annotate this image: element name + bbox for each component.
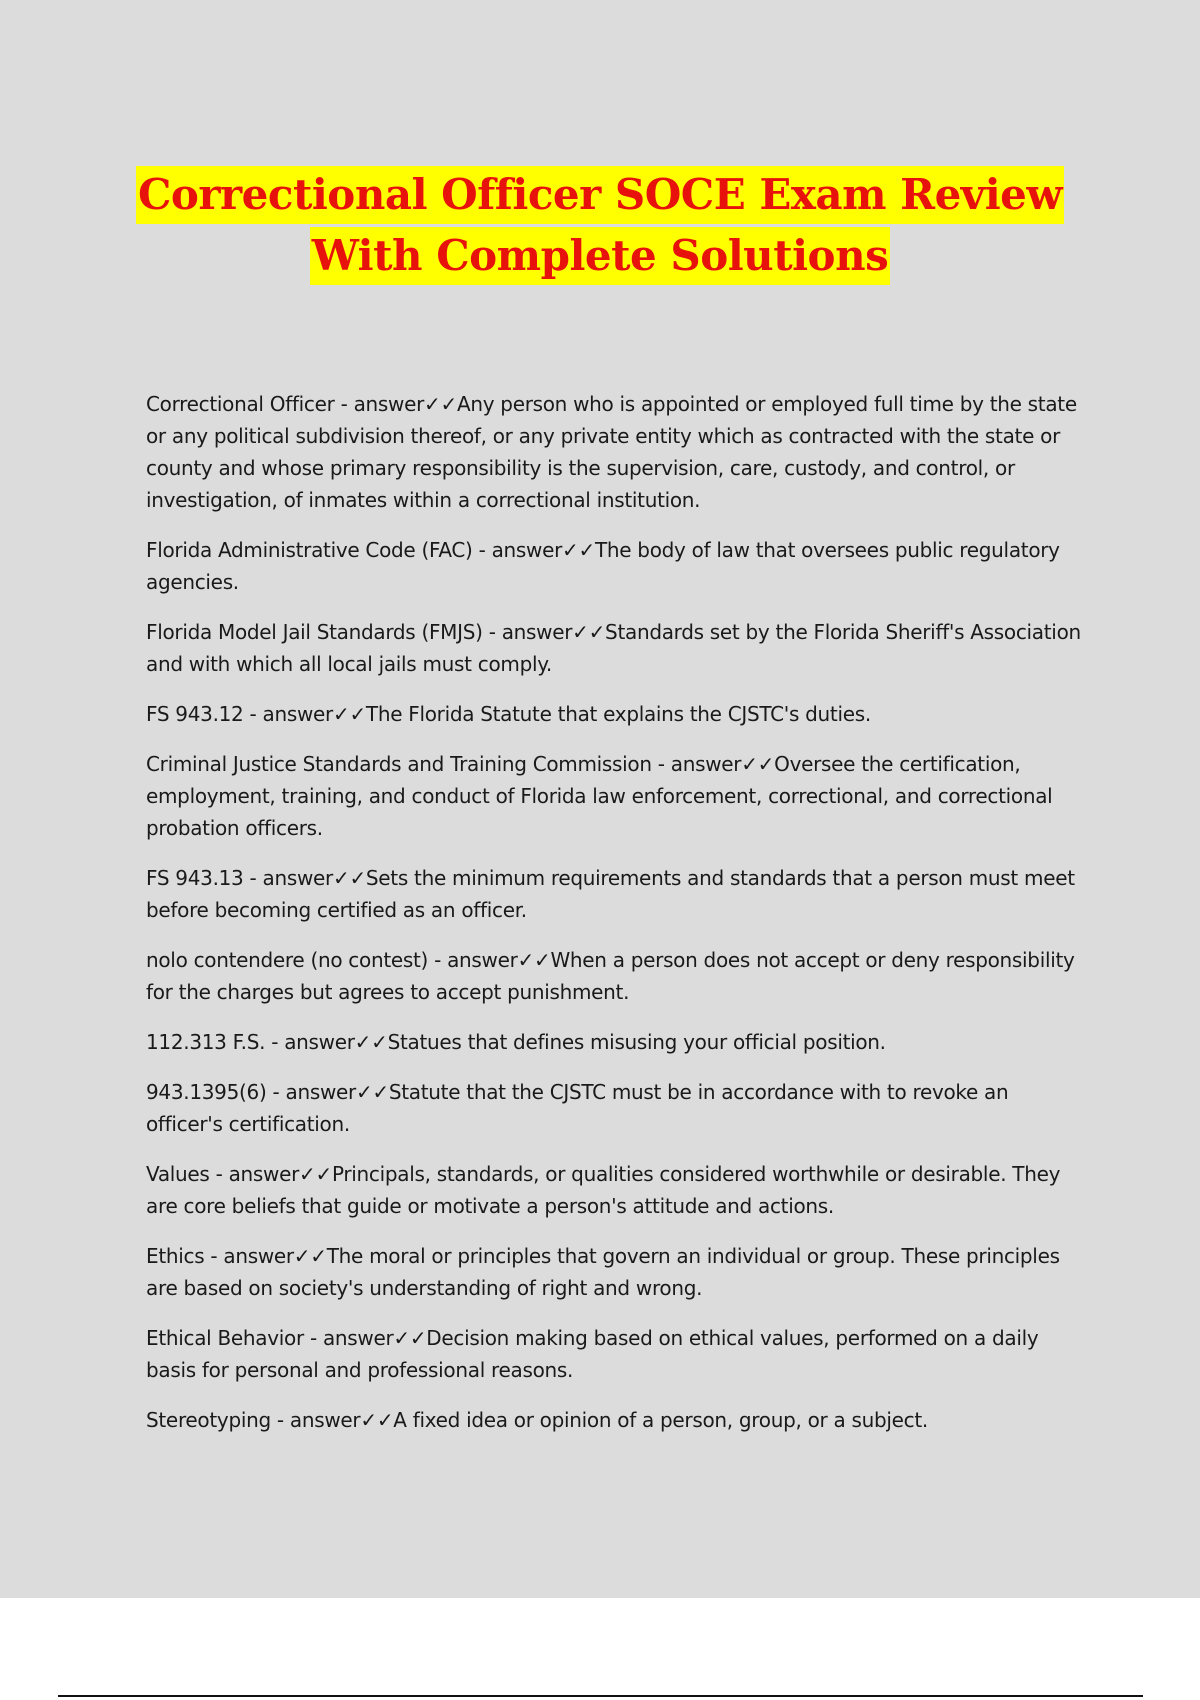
answer-marker: answer✓✓: [262, 866, 366, 890]
entry-answer: The Florida Statute that explains the CJSTC's duties.: [365, 702, 871, 726]
footer-divider: [58, 1695, 1143, 1697]
entry-separator: -: [204, 1244, 224, 1268]
qa-entry: [146, 1404, 1086, 1436]
qa-entry: [146, 1026, 1086, 1058]
entry-term: Correctional Officer: [146, 392, 335, 416]
entry-term: Florida Administrative Code (FAC): [146, 538, 473, 562]
title-line-2: With Complete Solutions: [310, 227, 891, 285]
entry-term: FS 943.13: [146, 866, 244, 890]
entry-separator: -: [270, 1408, 290, 1432]
entry-answer: Statute that the CJSTC must be in accordance with to revoke an officer's certification.: [146, 1080, 1009, 1136]
entry-answer: Principals, standards, or qualities considered worthwhile or desirable. They are core beliefs that guide or motivate a person's attitude and actions.: [146, 1162, 1061, 1218]
qa-entry: [146, 534, 1086, 598]
answer-marker: answer✓✓: [322, 1326, 427, 1350]
title-line-1: Correctional Officer SOCE Exam Review: [136, 166, 1064, 224]
qa-entry: [146, 1158, 1086, 1222]
qa-entries-list: [146, 388, 1086, 1454]
entry-term: Ethics: [146, 1244, 205, 1268]
entry-answer: Standards set by the Florida Sheriff's Association and with which all local jails must comply.: [146, 620, 1081, 676]
entry-separator: -: [243, 702, 263, 726]
entry-answer: The moral or principles that govern an individual or group. These principles are based on society's understanding of right and wrong.: [146, 1244, 1060, 1300]
entry-separator: -: [472, 538, 492, 562]
entry-answer: Decision making based on ethical values, performed on a daily basis for personal and professional reasons.: [146, 1326, 1039, 1382]
entry-answer: Oversee the certification, employment, training, and conduct of Florida law enforcement, correctional, and correctional probation officers.: [146, 752, 1053, 840]
entry-separator: -: [428, 948, 448, 972]
entry-term: Stereotyping: [146, 1408, 271, 1432]
answer-marker: answer✓✓: [501, 620, 606, 644]
qa-entry: [146, 1240, 1086, 1304]
entry-separator: -: [303, 1326, 323, 1350]
entry-separator: -: [209, 1162, 229, 1186]
entry-answer: The body of law that oversees public regulatory agencies.: [146, 538, 1060, 594]
entry-separator: -: [334, 392, 354, 416]
answer-marker: answer✓✓: [262, 702, 366, 726]
qa-entry: [146, 748, 1086, 844]
entry-term: FS 943.12: [146, 702, 244, 726]
entry-answer: Sets the minimum requirements and standards that a person must meet before becoming certified as an officer.: [146, 866, 1075, 922]
entry-answer: Statues that defines misusing your official position.: [387, 1030, 886, 1054]
qa-entry: [146, 388, 1086, 516]
qa-entry: [146, 616, 1086, 680]
entry-term: 943.1395(6): [146, 1080, 267, 1104]
entry-separator: -: [482, 620, 502, 644]
entry-term: Ethical Behavior: [146, 1326, 304, 1350]
entry-answer: When a person does not accept or deny responsibility for the charges but agrees to accept punishment.: [146, 948, 1075, 1004]
answer-marker: answer✓✓: [491, 538, 595, 562]
entry-term: Florida Model Jail Standards (FMJS): [146, 620, 483, 644]
entry-term: Criminal Justice Standards and Training Commission: [146, 752, 652, 776]
answer-marker: answer✓✓: [447, 948, 551, 972]
answer-marker: answer✓✓: [289, 1408, 394, 1432]
entry-separator: -: [651, 752, 671, 776]
entry-term: nolo contendere (no contest): [146, 948, 429, 972]
entry-separator: -: [243, 866, 263, 890]
entry-separator: -: [266, 1080, 286, 1104]
qa-entry: [146, 1076, 1086, 1140]
entry-separator: -: [265, 1030, 285, 1054]
entry-term: Values: [146, 1162, 210, 1186]
entry-term: 112.313 F.S.: [146, 1030, 266, 1054]
answer-marker: answer✓✓: [228, 1162, 332, 1186]
answer-marker: answer✓✓: [285, 1080, 389, 1104]
document-title: [0, 166, 1200, 288]
answer-marker: answer✓✓: [353, 392, 457, 416]
entry-answer: Any person who is appointed or employed full time by the state or any political subdivision thereof, or any private entity which as contracted with the state or county and whose primary responsibility is the supervision, care, custody, and control, or investigation, of inmates within a correctional institution.: [146, 392, 1077, 512]
answer-marker: answer✓✓: [223, 1244, 327, 1268]
entry-answer: A fixed idea or opinion of a person, group, or a subject.: [393, 1408, 928, 1432]
qa-entry: [146, 862, 1086, 926]
qa-entry: [146, 944, 1086, 1008]
answer-marker: answer✓✓: [670, 752, 775, 776]
answer-marker: answer✓✓: [284, 1030, 388, 1054]
qa-entry: [146, 698, 1086, 730]
qa-entry: [146, 1322, 1086, 1386]
